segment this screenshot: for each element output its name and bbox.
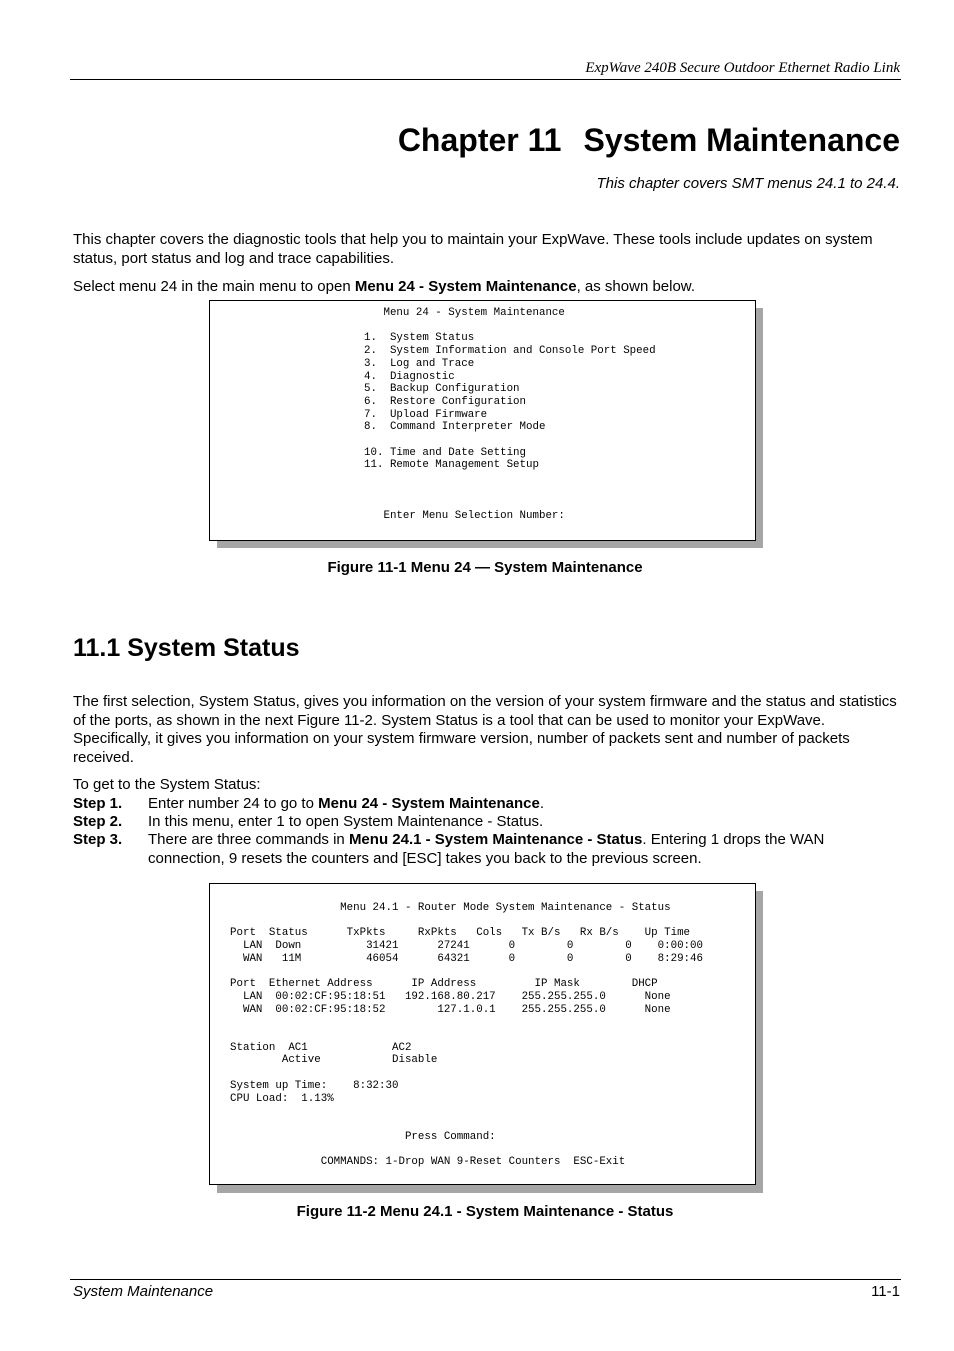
text-run: Select menu 24 in the main menu to open xyxy=(73,278,355,295)
chapter-title xyxy=(70,122,900,159)
chapter-number: Chapter 11 xyxy=(397,122,562,158)
running-header: ExpWave 240B Secure Outdoor Ethernet Radio Link xyxy=(585,60,900,76)
chapter-subtitle: This chapter covers SMT menus 24.1 to 24.4. xyxy=(596,175,900,192)
footer-rule xyxy=(70,1279,901,1280)
chapter-name: System Maintenance xyxy=(583,122,900,158)
text-run: There are three commands in xyxy=(148,831,349,848)
intro-paragraph-2 xyxy=(73,278,903,297)
text-run: . xyxy=(539,795,545,812)
step-label: Step 2. xyxy=(73,813,123,830)
step-text xyxy=(148,795,903,814)
step-label: Step 3. xyxy=(73,831,123,848)
section-title: 11.1 System Status xyxy=(73,634,300,662)
figure-caption-1: Figure 11-1 Menu 24 — System Maintenance xyxy=(327,559,643,576)
section-paragraph: The first selection, System Status, gives you information on the version of your system firmware and the status and statistics of the ports, as shown in the next Figure 11-2. System Status is a tool that can be used to monitor your ExpWave. Specifically, it gives you information on your system firmware version, number of packets sent and number of packets received. xyxy=(73,693,897,766)
menu-name: Menu 24 - System Maintenance xyxy=(318,795,540,812)
intro-paragraph: This chapter covers the diagnostic tools that help you to maintain your ExpWave. These tools include updates on system status, port status and log and trace capabilities. xyxy=(73,231,873,267)
steps-intro: To get to the System Status: xyxy=(73,776,261,793)
figure-caption-2: Figure 11-2 Menu 24.1 - System Maintenance - Status xyxy=(296,1203,674,1220)
step-text xyxy=(148,831,903,868)
page-number: 11-1 xyxy=(871,1283,900,1300)
step-label: Step 1. xyxy=(73,795,123,812)
header-rule xyxy=(70,79,901,80)
footer-section-name: System Maintenance xyxy=(73,1283,214,1300)
menu-name: Menu 24.1 - System Maintenance - Status xyxy=(348,831,643,848)
text-run: , as shown below. xyxy=(576,278,695,295)
step-text xyxy=(148,813,903,832)
text-run: Enter number 24 to go to xyxy=(148,795,319,812)
menu-name: Menu 24 - System Maintenance xyxy=(354,278,577,295)
terminal-text: Menu 24 - System Maintenance 1. System Status 2. System Information and Console Port Speed 3. Log and Trace 4. Diagnostic 5. Backup Configuration 6. Restore Configuration 7. Upload Firmware 8. Command Interpreter Mode 10. Time and Date Setting 11. Remote Management Setup Enter Menu Selection Number: xyxy=(364,307,656,523)
text-run: . Entering 1 drops the WAN connection, 9 resets the counters and [ESC] takes you back to the previous screen. xyxy=(148,831,825,867)
text-run: In this menu, enter 1 to open System Maintenance - Status. xyxy=(148,813,544,830)
terminal-screen-menu-24 xyxy=(209,300,756,541)
terminal-text: Menu 24.1 - Router Mode System Maintenance - Status Port Status TxPkts RxPkts Cols Tx B/s Rx B/s Up Time LAN Down 31421 27241 0 0 0 0:00:00 WAN 11M 46054 64321 0 0 0 8:29:46 Port Ethernet Address IP Address IP Mask DHCP LAN 00:02:CF:95:18:51 192.168.80.217 255.255.255.0 None WAN 00:02:CF:95:18:52 127.1.0.1 255.255.255.0 None Station AC1 AC2 Active Disable System up Time: 8:32:30 CPU Load: 1.13% Press Command: COMMANDS: 1-Drop WAN 9-Reset Counters ESC-Exit xyxy=(230,902,703,1169)
terminal-screen-menu-24-1 xyxy=(209,883,756,1185)
